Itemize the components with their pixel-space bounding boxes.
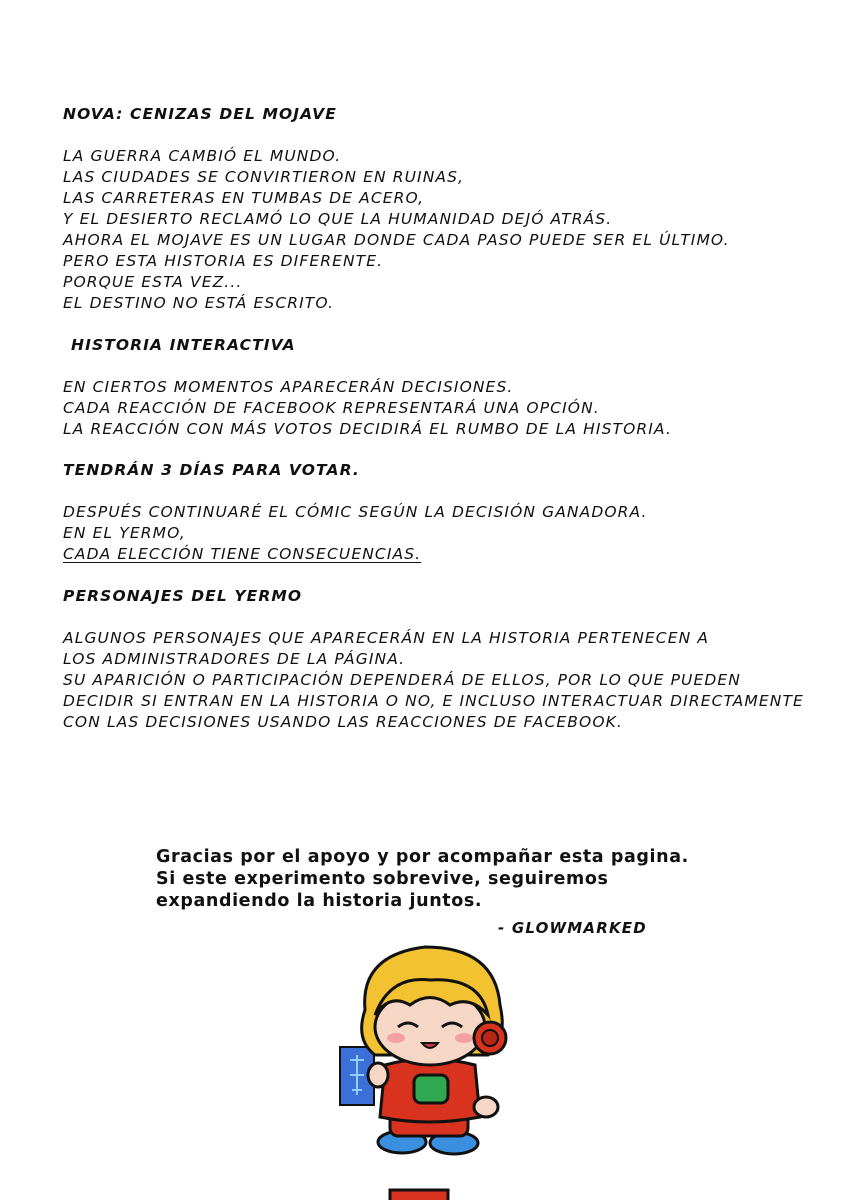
thanks-line: Gracias por el apoyo y por acompañar esta pagina. [156,847,689,867]
voting-title: TENDRÁN 3 DÍAS PARA VOTAR. [63,461,360,479]
voting-line: EN EL YERMO, [63,524,186,542]
left-hand [368,1063,388,1087]
interactive-line: EN CIERTOS MOMENTOS APARECERÁN DECISIONES. [63,378,514,396]
thanks-message [156,846,756,912]
interactive-section [63,335,833,440]
next-panel-edge [388,1188,450,1200]
interactive-line: LA REACCIÓN CON MÁS VOTOS DECIDIRÁ EL RUMBO DE LA HISTORIA. [63,420,672,438]
voting-section [63,460,833,565]
characters-line: SU APARICIÓN O PARTICIPACIÓN DEPENDERÁ DE ELLOS, POR LO QUE PUEDEN [63,671,741,689]
characters-line: LOS ADMINISTRADORES DE LA PÁGINA. [63,650,406,668]
intro-line: AHORA EL MOJAVE ES UN LUGAR DONDE CADA PASO PUEDE SER EL ÚLTIMO. [63,231,730,249]
signature: - GLOWMARKED [498,919,647,937]
right-hand [474,1097,498,1117]
characters-line: DECIDIR SI ENTRAN EN LA HISTORIA O NO, E INCLUSO INTERACTUAR DIRECTAMENTE [63,692,804,710]
chest-screen [414,1075,448,1103]
intro-line: PERO ESTA HISTORIA ES DIFERENTE. [63,252,384,270]
characters-line: ALGUNOS PERSONAJES QUE APARECERÁN EN LA HISTORIA PERTENECEN A [63,629,710,647]
intro-title: NOVA: CENIZAS DEL MOJAVE [63,105,337,123]
voting-emphasis: CADA ELECCIÓN TIENE CONSECUENCIAS. [63,545,422,563]
intro-line: EL DESTINO NO ESTÁ ESCRITO. [63,294,335,312]
intro-line: LAS CARRETERAS EN TUMBAS DE ACERO, [63,189,425,207]
intro-line: LA GUERRA CAMBIÓ EL MUNDO. [63,147,342,165]
intro-section [63,104,833,314]
interactive-title: HISTORIA INTERACTIVA [71,336,296,354]
characters-line: CON LAS DECISIONES USANDO LAS REACCIONES DE FACEBOOK. [63,713,623,731]
characters-section [63,586,833,733]
voting-line: DESPUÉS CONTINUARÉ EL CÓMIC SEGÚN LA DECISIÓN GANADORA. [63,503,648,521]
intro-line: PORQUE ESTA VEZ... [63,273,243,291]
characters-title: PERSONAJES DEL YERMO [63,587,303,605]
intro-line: Y EL DESIERTO RECLAMÓ LO QUE LA HUMANIDAD DEJÓ ATRÁS. [63,210,613,228]
intro-line: LAS CIUDADES SE CONVIRTIERON EN RUINAS, [63,168,465,186]
mascot-illustration [330,935,530,1165]
interactive-line: CADA REACCIÓN DE FACEBOOK REPRESENTARÁ UNA OPCIÓN. [63,399,600,417]
thanks-line: Si este experimento sobrevive, seguiremos [156,869,609,889]
thanks-line: expandiendo la historia juntos. [156,891,483,911]
